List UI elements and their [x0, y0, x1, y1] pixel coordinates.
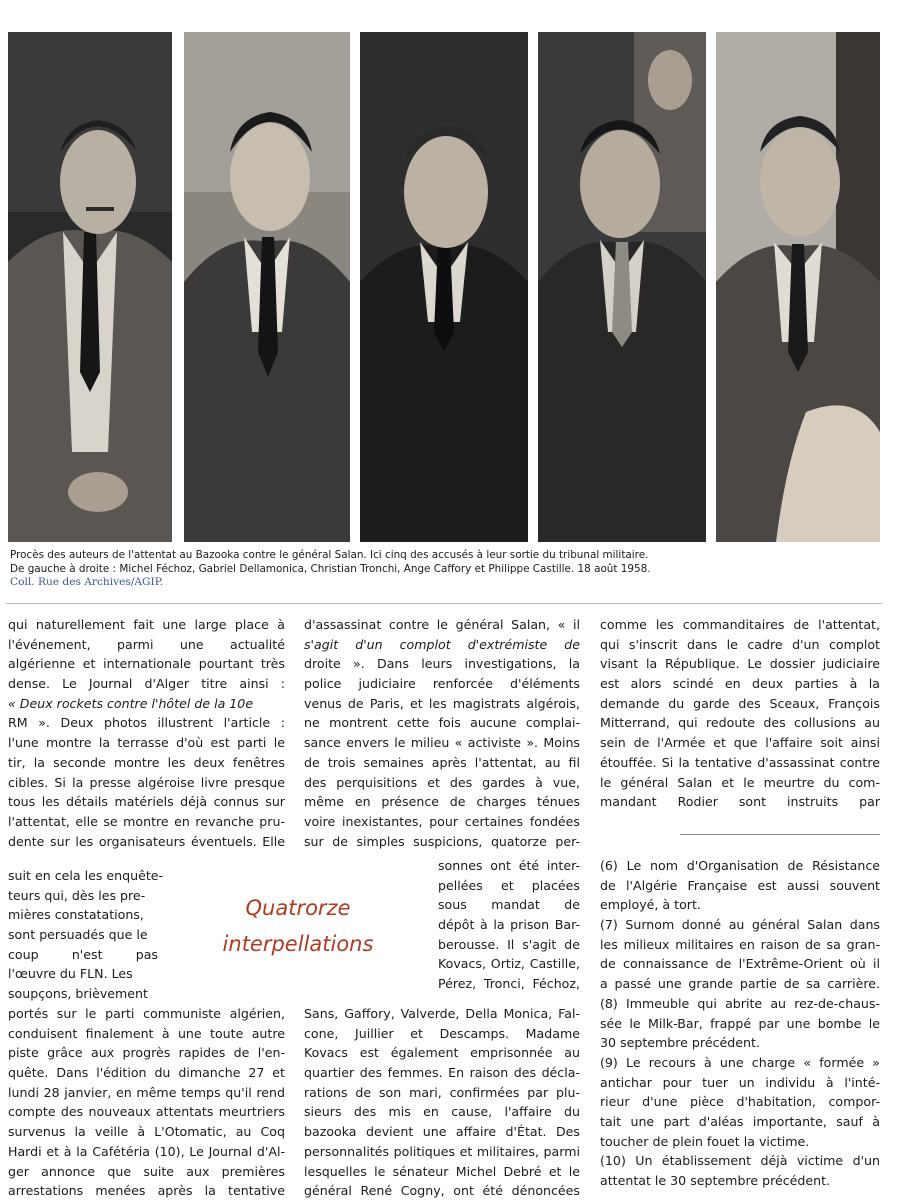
column-2-bottom [304, 1004, 580, 1201]
text-line: mandant Rodier sont instruits par [600, 794, 880, 810]
pull-quote [160, 890, 436, 962]
footnote-line: (6) Le nom d'Organisation de Résistance [600, 858, 880, 873]
text-line: sance envers le milieu « activiste ». Moins [304, 735, 580, 751]
text-line: pellées et placées [438, 877, 580, 893]
text-line: piste grâce aux progrès rapides de l'en- [8, 1045, 285, 1061]
text-line: visant la République. Le dossier judiciaire [600, 656, 880, 672]
footnote-line: (8) Immeuble qui abrite au rez-de-chaus- [600, 995, 880, 1011]
text-line: coup n'est pas [8, 946, 158, 962]
photo-philippe-castille [716, 32, 880, 542]
footnotes [600, 856, 880, 1191]
footnote-line: attentat le 30 septembre précédent. [600, 1173, 831, 1188]
pull-quote-line-1: Quatrorze [245, 896, 351, 920]
text-line: demande du garde des Sceaux, François [600, 695, 880, 711]
caption-line-2: De gauche à droite : Michel Féchoz, Gabriel Dellamonica, Christian Tronchi, Ange Caffory et Philippe Castille. 18 août 1958. [10, 562, 651, 575]
text-line: quête. Dans l'édition du dimanche 27 et [8, 1065, 285, 1081]
text-line: RM ». Deux photos illustrent l'article : [8, 715, 285, 731]
text-line: Pérez, Tronci, Féchoz, [438, 976, 580, 992]
footnote-line: 30 septembre précédent. [600, 1035, 760, 1051]
text-line: survenus la veille à L'Otomatic, au Coq [8, 1124, 285, 1140]
text-line: Sans, Gaffory, Valverde, Della Monica, Fal- [304, 1006, 580, 1021]
text-line: d'assassinat contre le général Salan, « il [304, 617, 580, 632]
text-line: Mitterrand, qui redoute des collusions au [600, 715, 880, 731]
footnote-line: les milieux militaires en raison de sa gran- [600, 936, 880, 952]
photo-strip [8, 32, 880, 542]
photo-credit: Coll. Rue des Archives/AGIP. [10, 576, 164, 589]
text-line: venus de Paris, et les magistrats algérois, [304, 695, 580, 711]
text-line: qui s'inscrit dans le cadre d'un complot [600, 636, 880, 652]
text-line: algérienne et internationale pourtant très [8, 656, 285, 672]
text-line: dente sur les organisateurs éventuels. Elle [8, 833, 285, 849]
footnote-line: de l'Algérie Française est aussi souvent [600, 877, 880, 893]
text-line: cibles. Si la presse algéroise livre presque [8, 774, 285, 790]
text-line: sur de simples suspicions, quatorze per- [304, 833, 580, 849]
text-line: de trois semaines après l'attentat, au fil [304, 754, 580, 770]
text-line: rations de son mari, confirmées par plu- [304, 1084, 580, 1100]
photo-gabriel-dellamonica [184, 32, 350, 542]
text-line: dense. Le Journal d'Alger titre ainsi : [8, 676, 285, 692]
text-line: lundi 28 janvier, en même temps qu'il rend [8, 1084, 285, 1100]
text-line: l'attentat, elle se montre en revanche pru- [8, 813, 285, 829]
column-1-bottom [8, 1004, 285, 1201]
text-line: suit en cela les enquête- [8, 868, 164, 883]
text-line: compte des nouveaux attentats meurtriers [8, 1104, 285, 1120]
text-line: qui naturellement fait une large place à [8, 617, 285, 632]
caption-line-1: Procès des auteurs de l'attentat au Bazooka contre le général Salan. Ici cinq des accusés à leur sortie du tribunal militaire. [10, 549, 649, 561]
text-line: soupçons, brièvement [8, 986, 148, 1002]
text-line: tous les détails matériels déjà connus sur [8, 794, 285, 810]
column-2-top [304, 615, 580, 851]
text-line: teurs qui, dès les pre- [8, 887, 146, 903]
text-line: comme les commanditaires de l'attentat, [600, 617, 880, 632]
photo-caption [10, 549, 880, 590]
footnote-line: tait une part d'aléas importante, sauf à [600, 1113, 880, 1129]
text-line: personnalités politiques et militaires, parmi [304, 1143, 580, 1159]
text-line: sein de l'Armée et que l'affaire soit ainsi [600, 735, 880, 751]
footnote-line: sée le Milk-Bar, frappé par une bombe le [600, 1015, 880, 1031]
footnote-line: rieur d'une pièce d'habitation, compor- [600, 1094, 880, 1110]
footnote-line: (10) Un établissement déjà victime d'un [600, 1153, 880, 1169]
text-line: le général Salan et le meurtre du com- [600, 774, 880, 790]
text-line: Kovacs est également emprisonnée au [304, 1045, 580, 1061]
text-line: mières constatations, [8, 907, 144, 923]
photo-christian-tronchi [360, 32, 528, 542]
footnote-line: antichar pour tuer un individu à l'inté- [600, 1074, 880, 1090]
column-3 [600, 615, 880, 812]
text-line: voire inexistantes, pour certaines fondées [304, 813, 580, 829]
text-line: même en présence de charges ténues [304, 794, 580, 810]
text-line: bazooka devient une affaire d'État. Des [304, 1124, 580, 1140]
notes-divider [680, 834, 880, 835]
text-line: sieurs des mis en cause, l'affaire du [304, 1104, 580, 1120]
text-line: ger annonce que suite aux premières [8, 1163, 285, 1179]
text-line: tir, la seconde montre les deux fenêtres [8, 754, 285, 770]
text-line: conduisent finalement à une toute autre [8, 1025, 285, 1041]
text-line: cone, Juillier et Descamps. Madame [304, 1025, 580, 1041]
text-line: des perquisitions et des gardes à vue, [304, 774, 580, 790]
text-line: police judiciaire renforcée d'éléments [304, 676, 580, 692]
text-line: l'événement, parmi une actualité [8, 636, 285, 652]
footnote-line: (9) Le recours à une charge « formée » [600, 1054, 880, 1070]
footnote-line: de connaissance de l'Extrême-Orient où il [600, 956, 880, 972]
column-1-narrow [8, 866, 164, 1004]
text-line: quartier des femmes. En raison des décla- [304, 1065, 580, 1081]
text-line: lesquelles le sénateur Michel Debré et le [304, 1163, 580, 1179]
column-2-narrow [438, 856, 580, 994]
text-line: ne montrent cette fois aucune complai- [304, 715, 580, 731]
column-1-top [8, 615, 285, 851]
text-line: droite ». Dans leurs investigations, la [304, 656, 580, 672]
text-line: l'une montre la terrasse d'où est parti le [8, 735, 285, 751]
text-line: l'œuvre du FLN. Les [8, 966, 133, 982]
text-line: sont persuadés que le [8, 927, 148, 943]
text-line: étouffée. Si la tentative d'assassinat contre [600, 754, 880, 770]
footnote-line: (7) Surnom donné au général Salan dans [600, 917, 880, 933]
text-line: Hardi et à la Cafétéria (10), Le Journal d'Al- [8, 1143, 285, 1159]
text-line: dépôt à la prison Bar- [438, 917, 580, 933]
pull-quote-line-2: interpellations [222, 932, 374, 956]
text-line: portés sur le parti communiste algérien, [8, 1006, 285, 1021]
text-line-italic: « Deux rockets contre l'hôtel de la 10e [8, 695, 254, 711]
text-line: général René Cogny, ont été dénoncées [304, 1183, 580, 1199]
footnote-line: a passé une grande partie de sa carrière. [600, 976, 880, 992]
text-line: sous mandat de [438, 897, 580, 913]
photo-michel-fechoz [8, 32, 172, 542]
footnote-line: toucher de plein fouet la victime. [600, 1133, 810, 1149]
text-line-italic: s'agit d'un complot d'extrémiste de [304, 636, 580, 652]
text-line: arrestations menées après la tentative [8, 1183, 285, 1199]
text-line: sonnes ont été inter- [438, 858, 580, 873]
text-line: Kovacs, Ortiz, Castille, [438, 956, 580, 972]
text-line: berousse. Il s'agit de [438, 936, 580, 952]
footnote-line: employé, à tort. [600, 897, 701, 913]
text-line: est alors scindé en deux parties à la [600, 676, 880, 692]
caption-divider [6, 603, 882, 604]
photo-ange-caffory [538, 32, 706, 542]
